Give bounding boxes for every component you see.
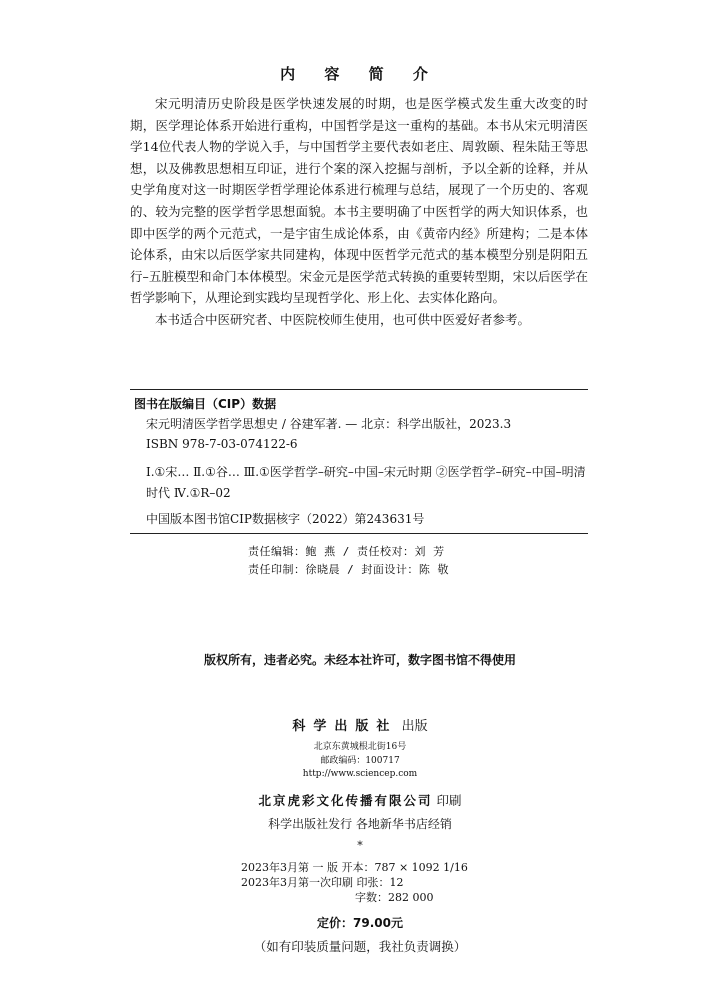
page-title: 内 容 简 介: [280, 65, 440, 83]
publisher-line: [0, 715, 720, 734]
price: 定价：79.00元: [317, 916, 403, 930]
editors-line: 责任印制：徐晓晨 / 封面设计：陈 敬: [248, 563, 449, 576]
publisher-address: 北京东黄城根北街16号: [313, 742, 407, 752]
printer-suffix: 印刷: [436, 793, 462, 808]
pubinfo-line: 2023年3月第一次印刷 印张：12: [241, 876, 404, 889]
printer-name: 北京虎彩文化传播有限公司: [258, 793, 433, 808]
pubinfo-line: 2023年3月第 一 版 开本：787 × 1092 1/16: [241, 861, 468, 874]
distribution-line: 科学出版社发行 各地新华书店经销: [268, 817, 452, 831]
publisher-suffix: 出版: [401, 719, 428, 734]
publisher-postcode: 邮政编码：100717: [320, 755, 400, 766]
separator-star: *: [357, 839, 363, 852]
quality-note: （如有印装质量问题，我社负责调换）: [253, 939, 467, 954]
cip-number: 中国版本图书馆CIP数据核字（2022）第243631号: [146, 512, 425, 526]
editors-block: [248, 543, 449, 579]
publisher-name: 科学出版社: [292, 719, 398, 734]
copyright-notice: 版权所有，违者必究。未经本社许可，数字图书馆不得使用: [203, 653, 516, 667]
publisher-address-block: [0, 741, 720, 782]
printer-line: [0, 791, 720, 809]
publication-info: [241, 860, 468, 905]
abstract-paragraph: 宋元明清历史阶段是医学快速发展的时期，也是医学模式发生重大改变的时期，医学理论体系开始进行重构，中国哲学是这一重构的基础。本书从宋元明清医学14位代表人物的学说入手，与中国哲学主要代表如老庄、周敦颐、程朱陆王等思想，以及佛教思想相互印证，进行个案的深入挖掘与剖析，予以全新的诠释，并从史学角度对这一时期医学哲学理论体系进行梳理与总结，展现了一个历史的、客观的、较为完整的医学哲学思想面貌。本书主要明确了中医哲学的两大知识体系，也即中医学的两个元范式，一是宇宙生成论体系，由《黄帝内经》所建构；二是本体论体系，由宋以后医学家共同建构，体现中医哲学元范式的基本模型分别是阴阳五行–五脏模型和命门本体模型。宋金元是医学范式转换的重要转型期，宋以后医学在哲学影响下，从理论到实践均呈现哲学化、形上化、去实体化路向。: [130, 96, 588, 306]
publisher-url: http://www.sciencep.com: [302, 769, 418, 779]
cip-block: [130, 389, 588, 534]
cip-heading: 图书在版编目（CIP）数据: [134, 397, 277, 411]
cip-classification: Ⅰ.①宋… Ⅱ.①谷… Ⅲ.①医学哲学–研究–中国–宋元时期 ②医学哲学–研究–中国–明清时代 Ⅳ.①R–02: [146, 465, 586, 500]
abstract-paragraph: 本书适合中医研究者、中医院校师生使用，也可供中医爱好者参考。: [155, 311, 531, 327]
editors-line: 责任编辑：鲍 燕 / 责任校对：刘 芳: [248, 545, 445, 558]
cip-title-line: 宋元明清医学哲学思想史 / 谷建军著. — 北京：科学出版社，2023.3: [146, 417, 512, 431]
cip-isbn: ISBN 978-7-03-074122-6: [146, 437, 298, 451]
pubinfo-line: 字数：282 000: [355, 891, 434, 904]
abstract: [130, 93, 588, 331]
